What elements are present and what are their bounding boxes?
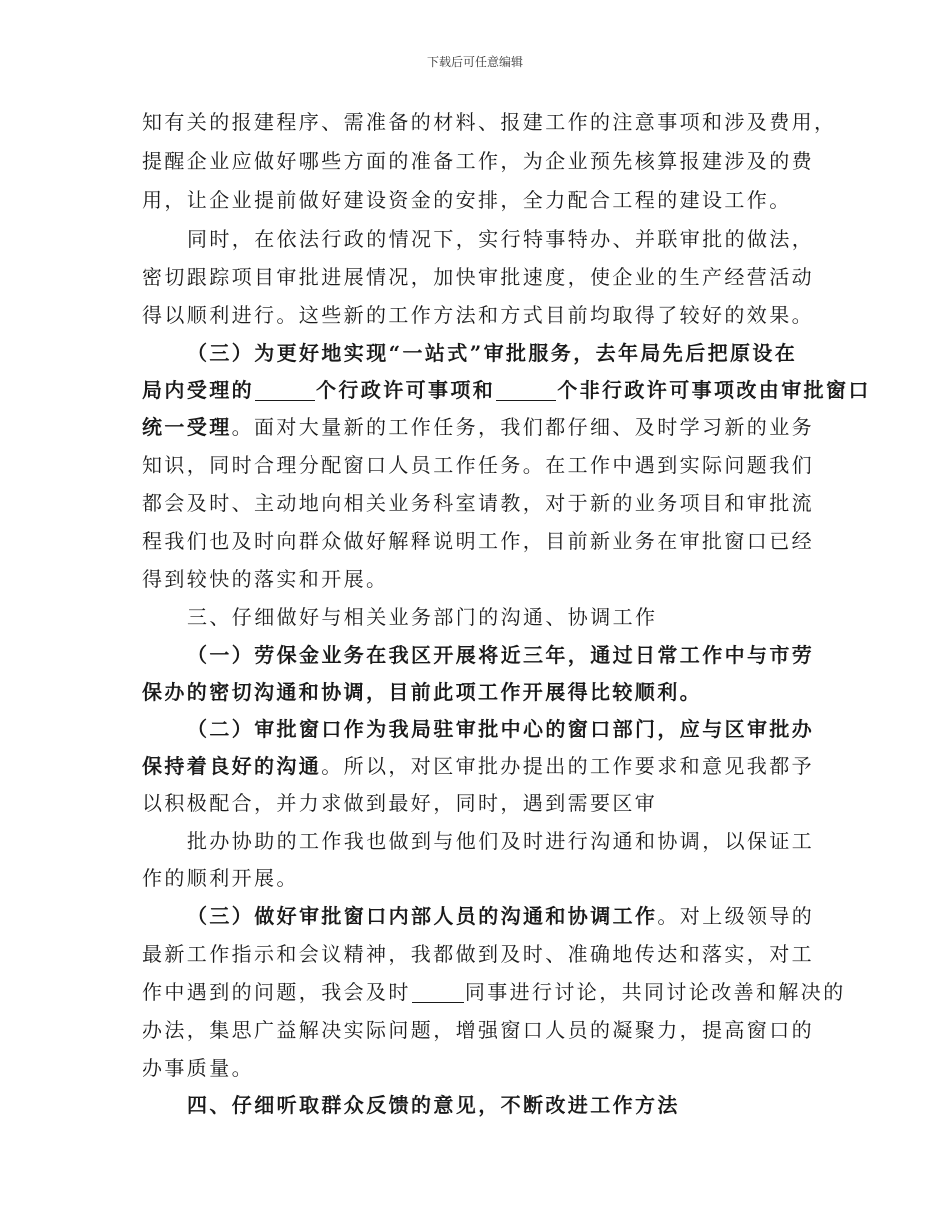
section-heading: 三、仔细做好与相关业务部门的沟通、协调工作 [187, 605, 658, 629]
text-line: 得以顺利进行。这些新的工作方法和方式目前均取得了较好的效果。 [142, 303, 814, 327]
text-line: 作的顺利开展。 [142, 866, 299, 890]
text-line: 办法，集思广益解决实际问题，增强窗口人员的凝聚力，提高窗口的 [142, 1018, 814, 1042]
text-line: 知有关的报建程序、需准备的材料、报建工作的注意事项和涉及费用， [142, 110, 837, 134]
bold-line: 保办的密切沟通和协调，目前此项工作开展得比较顺利。 [142, 680, 702, 704]
text-line: 最新工作指示和会议精神，我都做到及时、准确地传达和落实，对工 [142, 942, 814, 966]
fill-blank [412, 980, 464, 1003]
section-heading: 四、仔细听取群众反馈的意见，不断改进工作方法 [187, 1093, 680, 1117]
bold-heading-line: （二）审批窗口作为我局驻审批中心的窗口部门，应与区审批办 [187, 717, 815, 741]
text-line: 知识，同时合理分配窗口人员工作任务。在工作中遇到实际问题我们 [142, 453, 814, 477]
fill-blank [255, 378, 315, 401]
text-line: 程我们也及时向群众做好解释说明工作，目前新业务在审批窗口已经 [142, 529, 814, 553]
mixed-line: （三）做好审批窗口内部人员的沟通和协调工作。对上级领导的 [187, 904, 815, 928]
text-line: 批办协助的工作我也做到与他们及时进行沟通和协调，以保证工 [187, 829, 815, 853]
bold-line-with-blanks: 局内受理的 个行政许可事项和 个非行政许可事项改由审批窗口 [142, 378, 871, 402]
line-with-blank: 作中遇到的问题，我会及时 同事进行讨论，共同讨论改善和解决的 [142, 980, 846, 1004]
paragraph-first-line: 同时，在依法行政的情况下，实行特事特办、并联审批的做法， [187, 227, 815, 251]
text-line: 办事质量。 [142, 1056, 254, 1080]
text-line: 提醒企业应做好哪些方面的准备工作，为企业预先核算报建涉及的费 [142, 149, 814, 173]
mixed-line: 保持着良好的沟通。所以，对区审批办提出的工作要求和意见我都予 [142, 754, 815, 778]
bold-heading-line: （一）劳保金业务在我区开展将近三年，通过日常工作中与市劳 [187, 643, 815, 667]
text-line: 用，让企业提前做好建设资金的安排，全力配合工程的建设工作。 [142, 188, 792, 212]
bold-heading-line: （三）为更好地实现“一站式”审批服务，去年局先后把原设在 [187, 341, 798, 365]
text-line: 以积极配合，并力求做到最好，同时，遇到需要区审 [142, 791, 658, 815]
fill-blank [496, 378, 556, 401]
mixed-line: 统一受理。面对大量新的工作任务，我们都仔细、及时学习新的业务 [142, 415, 815, 439]
page-header: 下载后可任意编辑 [426, 55, 523, 69]
text-line: 得到较快的落实和开展。 [142, 567, 389, 591]
text-line: 密切跟踪项目审批进展情况，加快审批速度，使企业的生产经营活动 [142, 265, 814, 289]
text-line: 都会及时、主动地向相关业务科室请教，对于新的业务项目和审批流 [142, 491, 814, 515]
